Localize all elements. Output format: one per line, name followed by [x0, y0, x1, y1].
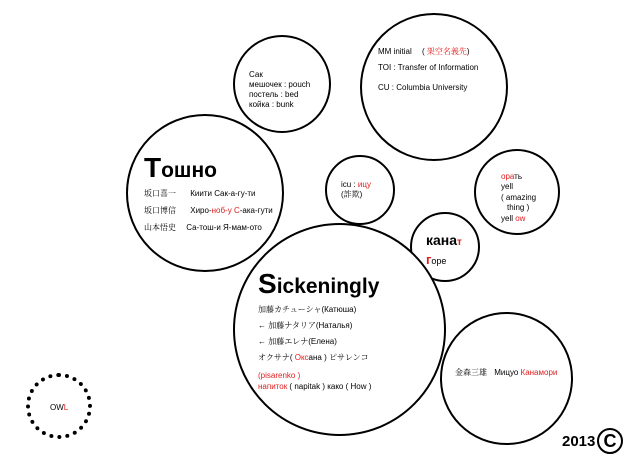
sick-line: напиток ( napitak ) како ( How ) [258, 382, 372, 391]
toshno-row: 山本悟史 Са-тош-и Я-мам-ото [144, 223, 262, 232]
sickeningly-lines [258, 306, 371, 391]
orat-line: thing ) [507, 203, 530, 213]
toshno-rows [144, 190, 273, 232]
mm-initial-label: MM initial [378, 47, 412, 56]
bubble-icu-text [341, 180, 371, 201]
cu-line: CU : Columbia University [378, 83, 468, 92]
orat-line: ( amazing [501, 192, 537, 202]
bubble-mm-text [378, 48, 478, 92]
year-label: 2013 [562, 433, 596, 450]
bubble-words-text [249, 70, 310, 110]
toshno-row: 坂口博信 Хиро-ноб-у С-ака-гути [144, 206, 273, 215]
mm-initial-line [378, 48, 478, 56]
sickeningly-title: Sickeningly [258, 268, 380, 299]
sick-line: ← 加藤エレナ(Елена) [258, 337, 337, 346]
bubble-orat-text [501, 172, 536, 224]
sick-line: 加藤カチューシャ(Катюша) [258, 305, 357, 314]
word-line: Сак [249, 70, 263, 79]
rope-word: гope [426, 251, 447, 267]
kanat-word: канат [426, 232, 462, 248]
bubble-kanamori-text: 金森三雄 Мицуо Канамори [455, 368, 558, 377]
orat-line: yell ow [501, 213, 526, 223]
copyright-icon: C [597, 428, 623, 454]
bubble-kanamori-circle [440, 312, 573, 445]
word-line: койка : bunk [249, 100, 294, 109]
sick-line: オクサナ( Оксана ) ピサレンコ [258, 353, 369, 362]
toshno-title: Tошно [144, 152, 217, 183]
icu-line: icu : ицу [341, 180, 371, 189]
word-line: постель : bed [249, 90, 299, 99]
mm-paren-open: ( [422, 47, 425, 56]
toi-line: TOI : Transfer of Information [378, 63, 479, 72]
mm-kanji: 架空名義先 [426, 47, 467, 56]
orat-line: yell [501, 182, 514, 192]
sick-line: ← 加藤ナタリア(Наталья) [258, 321, 353, 330]
bubble-kanat-text [426, 232, 462, 268]
word-line: мешочек : pouch [249, 80, 311, 89]
sick-line: (pisarenko ) [258, 371, 301, 380]
orat-line: орать [501, 172, 523, 181]
mm-paren-close: ) [466, 47, 470, 56]
owl-label: OWL [50, 403, 69, 412]
toshno-row: 坂口喜一 Киити Сак-а-гу-ти [144, 189, 256, 198]
icu-kanji-line: (詐欺) [341, 190, 363, 200]
